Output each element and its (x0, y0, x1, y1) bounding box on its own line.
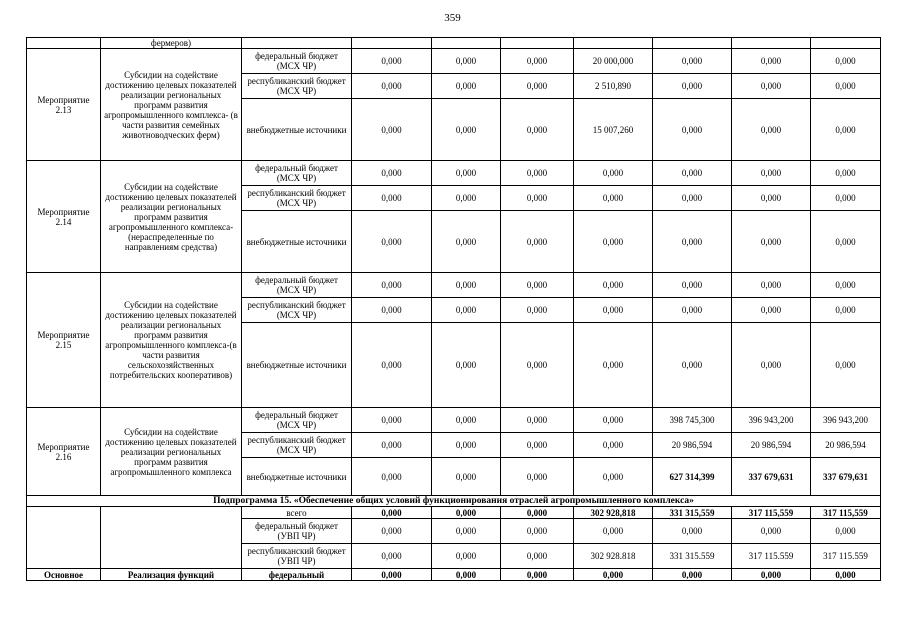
table-row: республиканский бюджет (МСХ ЧР) 0,000 0,000 0,000 0,000 20 986,594 20 986,594 20 986,594 (27, 433, 881, 458)
measure-name: Мероприятие 2.16 (27, 408, 101, 496)
budget-table (26, 37, 881, 581)
measure-description: Субсидии на содействие достижению целевых показателей реализации региональных программ развития агропромышленного комплекса- (нераспределенные по направлениям средства) (101, 161, 242, 273)
table-row: внебюджетные источники 0,000 0,000 0,000 0,000 0,000 0,000 0,000 (27, 323, 881, 408)
table-row: внебюджетные источники 0,000 0,000 0,000 0,000 0,000 0,000 0,000 (27, 211, 881, 273)
measure-description: Субсидии на содействие достижению целевых показателей реализации региональных программ развития агропромышленного комплекса- (в части развития семейных животноводческих ферм) (101, 49, 242, 161)
empty-cell (101, 507, 242, 569)
table-row: внебюджетные источники 0,000 0,000 0,000 15 007,260 0,000 0,000 0,000 (27, 99, 881, 161)
funding-source: республиканский бюджет (МСХ ЧР) (242, 74, 352, 99)
funding-source: федеральный бюджет (МСХ ЧР) (242, 408, 352, 433)
measure-description: Субсидии на содействие достижению целевых показателей реализации региональных программ развития агропромышленного комплекса-(в части развития сельскохозяйственных потребительских кооперативов) (101, 273, 242, 408)
subprogram-title: Подпрограмма 15. «Обеспечение общих условий функционирования отраслей агропромышленного комплекса» (27, 496, 881, 507)
measure-name: Мероприятие 2.15 (27, 273, 101, 408)
measure-description: Субсидии на содействие достижению целевых показателей реализации региональных программ развития агропромышленного комплекса (101, 408, 242, 496)
empty-cell (242, 38, 352, 49)
funding-source: внебюджетные источники (242, 458, 352, 496)
table-row: Мероприятие 2.15 Субсидии на содействие достижению целевых показателей реализации региональных программ развития агропромышленного комплекса-(в части развития сельскохозяйственных потребительских кооперативов) федеральный бюджет (МСХ ЧР) 0,000 0,000 0,000 0,000 0,000 0,000 0,000 (27, 273, 881, 298)
funding-source: республиканский бюджет (МСХ ЧР) (242, 298, 352, 323)
table-row: Мероприятие 2.13 Субсидии на содействие достижению целевых показателей реализации региональных программ развития агропромышленного комплекса- (в части развития семейных животноводческих ферм) федеральный бюджет (МСХ ЧР) 0,000 0,000 0,000 20 000,000 0,000 0,000 0,000 (27, 49, 881, 74)
measure-name: Мероприятие 2.13 (27, 49, 101, 161)
funding-source: федеральный бюджет (МСХ ЧР) (242, 273, 352, 298)
measure-name: Основное (27, 569, 101, 581)
subprogram-row (27, 496, 881, 507)
funding-source: федеральный бюджет (УВП ЧР) (242, 519, 352, 544)
empty-cell (27, 38, 101, 49)
table-row: внебюджетные источники 0,000 0,000 0,000 0,000 627 314,399 337 679,631 337 679,631 (27, 458, 881, 496)
page-number: 359 (444, 12, 461, 24)
funding-source: федеральный (242, 569, 352, 581)
funding-source: внебюджетные источники (242, 323, 352, 408)
table-row: Основное Реализация функций федеральный 0,000 0,000 0,000 0,000 0,000 0,000 0,000 (27, 569, 881, 581)
table-row: Мероприятие 2.14 Субсидии на содействие достижению целевых показателей реализации региональных программ развития агропромышленного комплекса- (нераспределенные по направлениям средства) федеральный бюджет (МСХ ЧР) 0,000 0,000 0,000 0,000 0,000 0,000 0,000 (27, 161, 881, 186)
measure-description: Реализация функций (101, 569, 242, 581)
funding-source: республиканский бюджет (УВП ЧР) (242, 544, 352, 569)
table-row: республиканский бюджет (МСХ ЧР) 0,000 0,000 0,000 2 510,890 0,000 0,000 0,000 (27, 74, 881, 99)
funding-source: республиканский бюджет (МСХ ЧР) (242, 433, 352, 458)
funding-source: внебюджетные источники (242, 99, 352, 161)
funding-source: федеральный бюджет (МСХ ЧР) (242, 161, 352, 186)
table-row: республиканский бюджет (МСХ ЧР) 0,000 0,000 0,000 0,000 0,000 0,000 0,000 (27, 298, 881, 323)
continuation-row (27, 38, 881, 49)
funding-source: федеральный бюджет (МСХ ЧР) (242, 49, 352, 74)
funding-source: республиканский бюджет (МСХ ЧР) (242, 186, 352, 211)
measure-name: Мероприятие 2.14 (27, 161, 101, 273)
funding-source: внебюджетные источники (242, 211, 352, 273)
table-row: республиканский бюджет (УВП ЧР) 0,000 0,000 0,000 302 928.818 331 315.559 317 115.559 317 115.559 (27, 544, 881, 569)
table-row: всего 0,000 0,000 0,000 302 928,818 331 315,559 317 115,559 317 115,559 (27, 507, 881, 519)
table-row: республиканский бюджет (МСХ ЧР) 0,000 0,000 0,000 0,000 0,000 0,000 0,000 (27, 186, 881, 211)
continuation-text: фермеров) (101, 38, 242, 49)
empty-cell (27, 507, 101, 569)
table-row: федеральный бюджет (УВП ЧР) 0,000 0,000 0,000 0,000 0,000 0,000 0,000 (27, 519, 881, 544)
table-row: Мероприятие 2.16 Субсидии на содействие достижению целевых показателей реализации региональных программ развития агропромышленного комплекса федеральный бюджет (МСХ ЧР) 0,000 0,000 0,000 0,000 398 745,300 396 943,200 396 943,200 (27, 408, 881, 433)
funding-source: всего (242, 507, 352, 519)
